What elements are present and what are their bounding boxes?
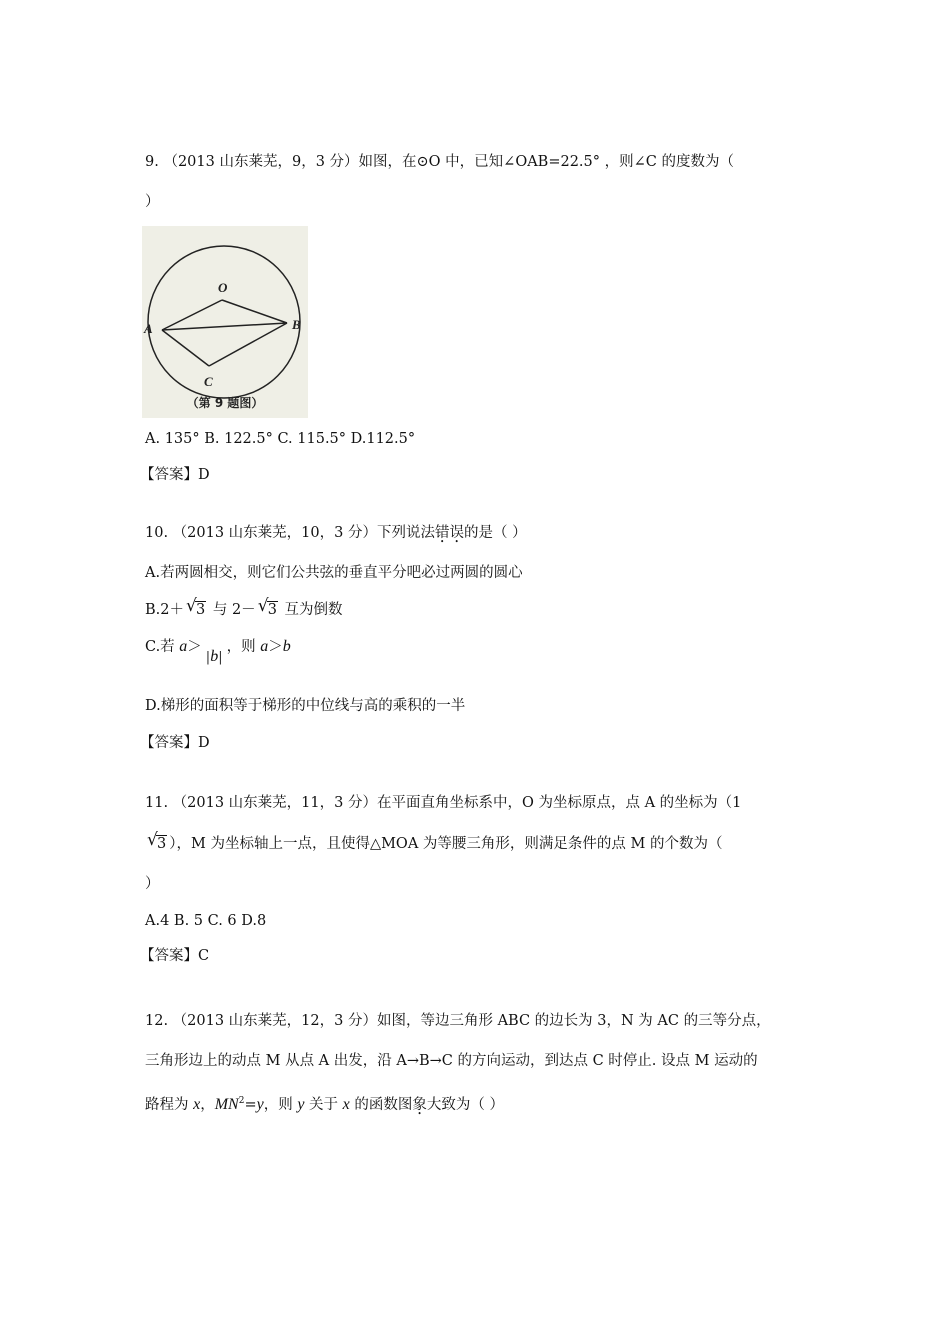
sqrt-3-first: √ 3	[186, 596, 206, 618]
var-y-2: y	[297, 1095, 305, 1113]
segment-ab	[162, 323, 287, 330]
q12-stem-line2: 三角形边上的动点 M 从点 A 出发，沿 A→B→C 的方向运动，到达点 C 时停止. 设点 M 运动的	[145, 1053, 758, 1069]
var-a-2: a	[260, 638, 269, 655]
q10-answer: 【答案】D	[140, 735, 210, 751]
radicand-q11: 3	[157, 836, 167, 852]
q9-number: 9.	[145, 154, 159, 170]
q10-option-b-text1: B.2＋	[145, 602, 184, 618]
q9-answer: 【答案】D	[140, 467, 210, 483]
var-mn: MN	[214, 1095, 239, 1113]
label-b: B	[292, 317, 301, 332]
abs-b: |b|	[205, 648, 223, 665]
q10-option-b-text2: 与 2－	[208, 602, 256, 618]
q9-stem-line1	[145, 152, 734, 172]
q10-option-a: A.若两圆相交，则它们公共弦的垂直平分吧必过两圆的圆心	[145, 565, 523, 581]
q10-option-c-text1: C.若	[145, 639, 180, 655]
figure-caption: （第 9 题图）	[186, 396, 264, 410]
segment-ao	[162, 300, 222, 330]
q12-stem-line3	[145, 1091, 504, 1115]
gt-sign-2: ＞	[268, 639, 283, 655]
var-b: b	[210, 648, 219, 665]
q9-figure	[142, 226, 308, 418]
q12-emphasis-char: 象	[412, 1096, 427, 1113]
label-c: C	[204, 374, 213, 389]
q12-text5: 的函数图	[349, 1096, 413, 1113]
q10-option-c	[145, 637, 291, 665]
circle-o	[148, 246, 300, 398]
sqrt-3-q11: √ 3	[147, 830, 167, 852]
q12-text1: 路程为	[145, 1096, 194, 1113]
label-a: A	[144, 321, 153, 336]
q10-option-b-text3: 互为倒数	[279, 602, 343, 618]
q11-stem-line3: ）	[145, 876, 160, 892]
q12-stem-line1: 12. （2013 山东莱芜，12，3 分）如图，等边三角形 ABC 的边长为 3，N 为 AC 的三等分点，	[145, 1013, 771, 1029]
q12-text6: 大致为（ ）	[426, 1096, 504, 1113]
radicand-2: 3	[267, 602, 277, 618]
q10-stem-end: 的是（ ）	[463, 525, 527, 541]
sqrt-3-second: √ 3	[257, 596, 277, 618]
segment-ob	[222, 300, 287, 323]
circle-diagram	[142, 226, 308, 418]
q10-option-c-text2: ，则	[226, 639, 261, 655]
var-y: y	[256, 1095, 264, 1113]
var-x: x	[193, 1095, 201, 1113]
var-x-2: x	[342, 1095, 350, 1113]
q12-text3: ，则	[263, 1096, 298, 1113]
q10-stem	[145, 523, 527, 543]
q10-emphasis-char-1: 错	[434, 525, 450, 541]
q11-stem-line1: 11. （2013 山东莱芜，11，3 分）在平面直角坐标系中，O 为坐标原点，点 A 的坐标为（1	[145, 795, 742, 811]
q9-stem-text: （2013 山东莱芜，9，3 分）如图，在⊙O 中，已知∠OAB=22.5° ，则∠C 的度数为（	[163, 154, 734, 170]
q10-option-b	[145, 596, 343, 620]
q10-option-d: D.梯形的面积等于梯形的中位线与高的乘积的一半	[145, 698, 466, 714]
exponent-2: 2	[238, 1096, 245, 1106]
q11-stem-line2-text: ），M 为坐标轴上一点，且使得△MOA 为等腰三角形，则满足条件的点 M 的个数为（	[169, 836, 723, 852]
q11-stem-line2	[145, 830, 723, 854]
q12-text4: 关于	[304, 1096, 343, 1113]
var-a: a	[179, 638, 188, 655]
label-o: O	[218, 280, 228, 295]
q11-answer: 【答案】C	[140, 948, 210, 964]
equals-sign: =	[244, 1096, 257, 1113]
var-b-2: b	[282, 638, 291, 655]
q9-stem-line2: ）	[145, 194, 160, 210]
segment-cb	[209, 323, 287, 366]
q12-text2: ，	[200, 1096, 215, 1113]
q10-stem-text: 10. （2013 山东莱芜，10，3 分）下列说法	[145, 525, 435, 541]
radicand-1: 3	[196, 602, 206, 618]
gt-sign: ＞	[187, 639, 202, 655]
segment-ac	[162, 330, 209, 366]
q9-options: A. 135° B. 122.5° C. 115.5° D.112.5°	[145, 431, 416, 447]
q10-emphasis-char-2: 误	[449, 525, 464, 541]
q11-options: A.4 B. 5 C. 6 D.8	[145, 913, 267, 929]
